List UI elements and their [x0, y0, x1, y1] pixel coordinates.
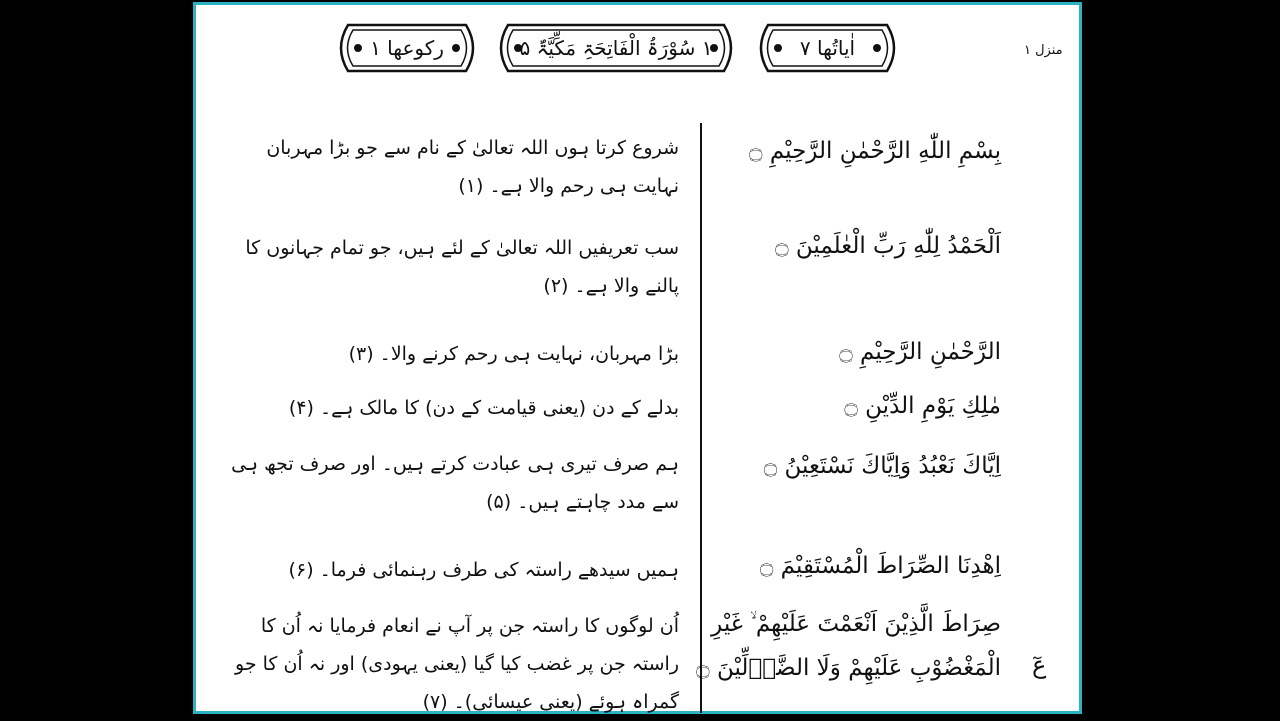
- verse-4-translation: بدلے کے دن (یعنی قیامت کے دن) کا مالک ہے۔ (۴): [288, 397, 679, 419]
- page-header: [330, 21, 905, 77]
- ayat-count-label: اٰیاتُها ۷: [799, 36, 856, 60]
- verse-7-arabic-continued: الْمَغْضُوْبِ عَلَيْهِمْ وَلَا الضَّاۗلِّيْنَ ۝: [696, 655, 1001, 681]
- verse-5-arabic: اِيَّاكَ نَعْبُدُ وَاِيَّاكَ نَسْتَعِيْنُ ۝: [763, 453, 1001, 479]
- verse-6-translation: ہمیں سیدھے راستہ کی طرف رہنمائی فرما۔ (۶): [288, 559, 679, 581]
- ayat-count-cartouche: [750, 21, 905, 75]
- quran-page: [193, 2, 1082, 714]
- verse-3-arabic: الرَّحْمٰنِ الرَّحِيْمِ ۝: [839, 339, 1001, 365]
- column-divider: [700, 123, 702, 713]
- verse-1-arabic: بِسْمِ اللّٰهِ الرَّحْمٰنِ الرَّحِيْمِ ۝: [749, 138, 1001, 164]
- manzil-label: منزل ۱: [1024, 43, 1063, 58]
- verse-5-translation: ہم صرف تیری ہی عبادت کرتے ہیں۔ اور صرف تجھ ہی سے مدد چاہتے ہیں۔ (۵): [231, 453, 679, 513]
- verse-4-arabic: مٰلِكِ يَوْمِ الدِّيْنِ ۝: [844, 393, 1001, 419]
- verse-1-translation: شروع کرتا ہوں اللہ تعالیٰ کے نام سے جو بڑا مہربان نہایت ہی رحم والا ہے۔ (۱): [266, 137, 679, 197]
- verse-3-translation: بڑا مہربان، نہایت ہی رحم کرنے والا۔ (۳): [348, 343, 679, 365]
- verse-7-arabic: صِرَاطَ الَّذِيْنَ اَنْعَمْتَ عَلَيْهِمْ ۙ غَيْرِ: [711, 611, 1001, 637]
- ruku-end-mark: عٓ: [1032, 651, 1047, 679]
- surah-name-cartouche: [490, 21, 742, 75]
- verse-2-translation: سب تعریفیں اللہ تعالیٰ کے لئے ہیں، جو تمام جہانوں کا پالنے والا ہے۔ (۲): [245, 237, 679, 297]
- ruku-count-label: رکوعھا ۱: [370, 36, 444, 60]
- verse-6-arabic: اِهْدِنَا الصِّرَاطَ الْمُسْتَقِيْمَ ۝: [759, 553, 1001, 579]
- verse-2-arabic: اَلْحَمْدُ لِلّٰهِ رَبِّ الْعٰلَمِيْنَ ۝: [775, 233, 1001, 259]
- verse-7-translation: اُن لوگوں کا راستہ جن پر آپ نے انعام فرمایا نہ اُن کا راستہ جن پر غضب کیا گیا (یعنی یہودی) اور نہ اُن کا جو گمراہ ہوئے (یعنی عیسائی)۔ (۷): [235, 615, 679, 713]
- surah-name-label: ۱ سُوْرَۃُ الْفَاتِحَۃِ مَکِّیَّۃٌ ۵: [519, 36, 713, 60]
- ruku-count-cartouche: [330, 21, 484, 75]
